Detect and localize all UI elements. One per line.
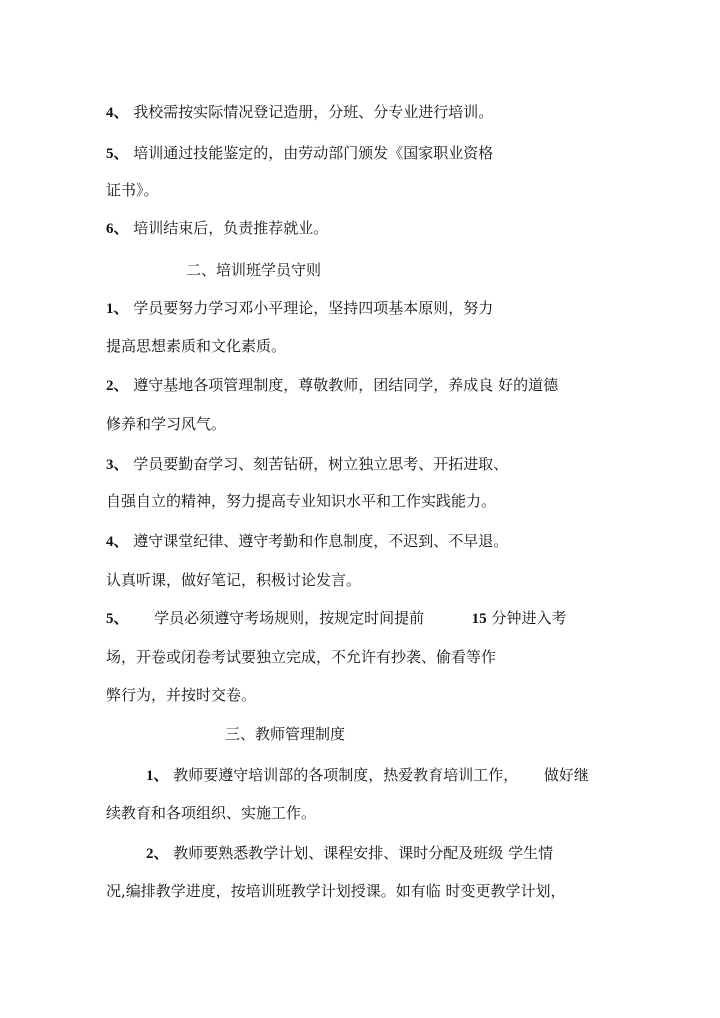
line-text: 学员要勤奋学习、刻苦钻研，树立独立思考、开拓进取、 [133,455,509,473]
line-19 [106,803,316,823]
line-text: 学员要努力学习邓小平理论，坚持四项基本原则，努力 [133,299,494,317]
line-10 [106,454,508,475]
section-heading-2 [186,260,321,280]
line-8 [106,375,558,396]
line-11 [106,491,496,511]
minutes-number: 15 [471,611,487,627]
line-text: 况,编排教学进度，按培训班教学计划授课。如有临 时变更教学计划， [106,882,566,900]
section-heading-3 [225,724,345,744]
line-text: 续教育和各项组织、实施工作。 [106,804,317,822]
line-3 [106,180,159,200]
line-14 [106,608,566,629]
line-13 [106,570,361,590]
line-text: 培训结束后，负责推荐就业。 [133,219,329,237]
item-number: 1、 [146,768,169,784]
line-text: 教师要遵守培训部的各项制度，热爱教育培训工作， [173,766,519,784]
line-text: 遵守课堂纪律、遵守考勤和作息制度，不迟到、不早退。 [133,532,509,550]
heading-text: 二、培训班学员守则 [186,261,322,279]
line-text: 认真听课，做好笔记，积极讨论发言。 [106,571,362,589]
item-number: 4、 [106,534,129,550]
item-number: 1、 [106,301,129,317]
line-text: 弊行为，并按时交卷。 [106,686,257,704]
line-9 [106,414,226,434]
item-number: 2、 [146,846,169,862]
item-number: 6、 [106,221,129,237]
line-15 [106,647,496,667]
line-2 [106,143,493,164]
line-21 [106,881,566,901]
line-20 [146,843,553,864]
heading-text: 三、教师管理制度 [225,725,346,743]
line-text: 场，开卷或闭卷考试要独立完成，不允许有抄袭、偷看等作 [106,648,497,666]
item-number: 3、 [106,457,129,473]
line-text: 提高思想素质和文化素质。 [106,337,287,355]
item-number: 5、 [106,146,129,162]
line-text: 自强自立的精神，努力提高专业知识水平和工作实践能力。 [106,492,497,510]
line-text: 修养和学习风气。 [106,415,227,433]
line-text: 学员必须遵守考场规则，按规定时间提前 [154,609,425,627]
line-6 [106,298,493,319]
line-text: 证书》。 [106,181,159,199]
line-12 [106,531,508,552]
line-text: 教师要熟悉教学计划、课程安排、课时分配及班级 学生情 [173,844,554,862]
line-4 [106,218,328,239]
line-18 [146,765,589,786]
item-number: 4、 [106,105,129,121]
line-7 [106,336,286,356]
line-text: 我校需按实际情况登记造册，分班、分专业进行培训。 [133,103,494,121]
item-number: 2、 [106,378,129,394]
line-16 [106,685,256,705]
line-1 [106,102,493,123]
line-text-continued: 分钟进入考 [491,609,567,627]
line-text: 遵守基地各项管理制度，尊敬教师，团结同学，养成良 好的道德 [133,376,559,394]
line-text-continued: 做好继 [543,766,589,784]
line-text: 培训通过技能鉴定的，由劳动部门颁发《国家职业资格 [133,144,494,162]
item-number: 5、 [106,611,129,627]
